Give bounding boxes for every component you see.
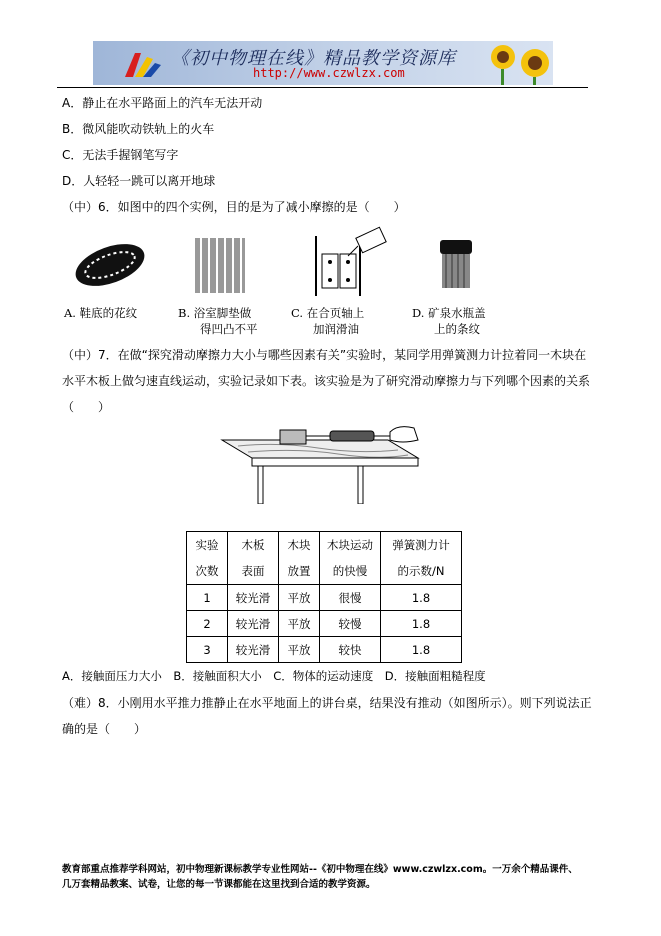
header-speed-line2: 的快慢: [332, 564, 368, 578]
q6-caption-c-line2: 加润滑油: [313, 322, 359, 336]
header-rule: [57, 87, 588, 88]
header-surface-line1: 木板: [241, 538, 265, 552]
q6-caption-c-line1: C. 在合页轴上: [291, 306, 365, 320]
q5-option-c: C．无法手握钢笔写字: [62, 148, 179, 162]
table-row: [187, 611, 462, 637]
row1-reading: 1.8: [381, 585, 462, 611]
row2-speed: 较慢: [320, 611, 381, 637]
row2-reading: 1.8: [381, 611, 462, 637]
sunflower-icon: [485, 41, 553, 85]
row1-trial: 1: [187, 585, 228, 611]
header-trial-line2: 次数: [195, 564, 219, 578]
bath-mat-image: [195, 238, 245, 293]
q8-stem-line1: （难）8．小刚用水平推力推静止在水平地面上的讲台桌，结果没有推动（如图所示）。则下列说法正: [62, 696, 592, 710]
row3-trial: 3: [187, 637, 228, 663]
header-reading-line1: 弹簧测力计: [392, 538, 450, 552]
q5-option-a: A．静止在水平路面上的汽车无法开动: [62, 96, 263, 110]
q8-stem-line2: 确的是（ ）: [62, 722, 147, 736]
q6-caption-d-line1: D. 矿泉水瓶盖: [412, 306, 486, 320]
site-logo: [121, 47, 163, 81]
footer-line2: 几万套精品教案、试卷，让您的每一节课都能在这里找到合适的教学资源。: [62, 879, 376, 890]
header-speed-line1: 木块运动: [327, 538, 373, 552]
bottle-cap-image: [436, 240, 476, 290]
header-cell-surface: [228, 532, 279, 585]
row3-surface: 较光滑: [228, 637, 279, 663]
header-cell-placement: [279, 532, 320, 585]
q6-caption-d-line2: 上的条纹: [434, 322, 480, 336]
q6-caption-b-line2: 得凹凸不平: [200, 322, 258, 336]
row2-surface: 较光滑: [228, 611, 279, 637]
row1-surface: 较光滑: [228, 585, 279, 611]
header-cell-speed: [320, 532, 381, 585]
hinge-oil-image: [308, 226, 388, 296]
page-footer: [62, 862, 602, 892]
footer-line1: 教育部重点推荐学科网站，初中物理新课标教学专业性网站--《初中物理在线》www.czwlzx.com。一万余个精品课件、: [62, 864, 578, 875]
table-row: [187, 637, 462, 663]
header-reading-line2: 的示数/N: [397, 564, 445, 578]
friction-experiment-image: [218, 418, 428, 504]
table-row: [187, 585, 462, 611]
row3-speed: 较快: [320, 637, 381, 663]
q7-stem-line3: （ ）: [62, 400, 111, 414]
q7-options: A．接触面压力大小 B．接触面积大小 C．物体的运动速度 D．接触面粗糙程度: [62, 669, 486, 683]
table-header-row: [187, 532, 462, 585]
banner-title: 《初中物理在线》精品教学资源库: [171, 48, 456, 69]
row1-speed: 很慢: [320, 585, 381, 611]
q6-caption-b-line1: B. 浴室脚垫做: [178, 306, 252, 320]
experiment-data-table: [186, 531, 462, 663]
row2-placement: 平放: [279, 611, 320, 637]
q5-option-b: B．微风能吹动铁轨上的火车: [62, 122, 215, 136]
header-banner: [93, 41, 553, 85]
header-placement-line1: 木块: [287, 538, 311, 552]
row3-reading: 1.8: [381, 637, 462, 663]
banner-url[interactable]: http://www.czwlzx.com: [253, 66, 405, 80]
header-cell-reading: [381, 532, 462, 585]
q6-stem: （中）6．如图中的四个实例，目的是为了减小摩擦的是（ ）: [62, 200, 406, 214]
q6-caption-a: A. 鞋底的花纹: [64, 306, 138, 320]
row1-placement: 平放: [279, 585, 320, 611]
header-trial-line1: 实验: [195, 538, 219, 552]
q7-stem-line1: （中）7．在做“探究滑动摩擦力大小与哪些因素有关”实验时，某同学用弹簧测力计拉着同一木块在: [62, 348, 587, 362]
header-placement-line2: 放置: [287, 564, 311, 578]
row3-placement: 平放: [279, 637, 320, 663]
header-cell-trial: [187, 532, 228, 585]
q7-stem-line2: 水平木板上做匀速直线运动，实验记录如下表。该实验是为了研究滑动摩擦力与下列哪个因素的关系: [62, 374, 591, 388]
shoe-sole-image: [70, 240, 150, 290]
row2-trial: 2: [187, 611, 228, 637]
header-surface-line2: 表面: [241, 564, 265, 578]
q5-option-d: D．人轻轻一跳可以离开地球: [62, 174, 216, 188]
